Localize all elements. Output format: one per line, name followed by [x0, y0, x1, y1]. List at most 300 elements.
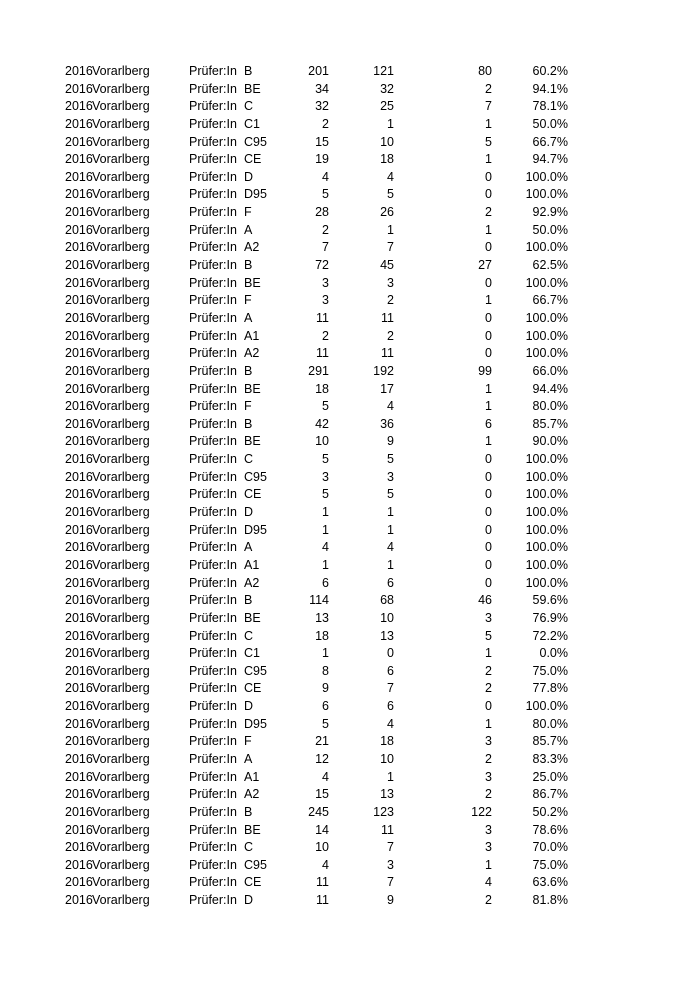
passed-count-cell: 6 [387, 663, 394, 678]
pass-rate-cell: 63.6% [532, 875, 568, 890]
passed-count-cell: 5 [387, 487, 394, 502]
failed-count-cell: 0 [485, 452, 492, 467]
passed-count-cell: 25 [380, 99, 394, 114]
license-class-cell: A [244, 310, 253, 325]
role-cell: Prüfer:In [189, 857, 237, 872]
year-cell: 2016 [65, 452, 93, 467]
region-cell: Vorarlberg [92, 310, 150, 325]
region-cell: Vorarlberg [92, 275, 150, 290]
pass-rate-cell: 72.2% [532, 628, 568, 643]
pass-rate-cell: 80.0% [532, 399, 568, 414]
license-class-cell: C95 [244, 469, 267, 484]
failed-count-cell: 46 [478, 593, 492, 608]
passed-count-cell: 18 [380, 152, 394, 167]
passed-count-cell: 3 [387, 275, 394, 290]
pass-rate-cell: 75.0% [532, 857, 568, 872]
passed-count-cell: 11 [381, 822, 394, 837]
region-cell: Vorarlberg [92, 99, 150, 114]
failed-count-cell: 0 [485, 169, 492, 184]
passed-count-cell: 1 [387, 222, 394, 237]
role-cell: Prüfer:In [189, 487, 237, 502]
passed-count-cell: 1 [387, 505, 394, 520]
pass-rate-cell: 100.0% [525, 469, 568, 484]
license-class-cell: C95 [244, 857, 267, 872]
year-cell: 2016 [65, 540, 93, 555]
year-cell: 2016 [65, 275, 93, 290]
region-cell: Vorarlberg [92, 575, 150, 590]
failed-count-cell: 122 [471, 804, 492, 819]
total-count-cell: 2 [322, 116, 329, 131]
failed-count-cell: 99 [478, 363, 492, 378]
table-row [0, 663, 700, 681]
license-class-cell: A2 [244, 787, 260, 802]
total-count-cell: 7 [322, 240, 329, 255]
pass-rate-cell: 62.5% [532, 258, 568, 273]
role-cell: Prüfer:In [189, 751, 237, 766]
passed-count-cell: 1 [387, 116, 394, 131]
failed-count-cell: 3 [485, 769, 492, 784]
passed-count-cell: 1 [387, 557, 394, 572]
passed-count-cell: 2 [387, 328, 394, 343]
year-cell: 2016 [65, 169, 93, 184]
passed-count-cell: 4 [387, 399, 394, 414]
failed-count-cell: 1 [485, 716, 492, 731]
region-cell: Vorarlberg [92, 222, 150, 237]
role-cell: Prüfer:In [189, 346, 237, 361]
license-class-cell: A2 [244, 346, 260, 361]
total-count-cell: 6 [322, 575, 329, 590]
year-cell: 2016 [65, 64, 93, 78]
license-class-cell: BE [244, 381, 261, 396]
role-cell: Prüfer:In [189, 787, 237, 802]
failed-count-cell: 1 [485, 857, 492, 872]
year-cell: 2016 [65, 822, 93, 837]
role-cell: Prüfer:In [189, 134, 237, 149]
role-cell: Prüfer:In [189, 557, 237, 572]
region-cell: Vorarlberg [92, 522, 150, 537]
total-count-cell: 1 [322, 557, 329, 572]
license-class-cell: C1 [244, 116, 260, 131]
passed-count-cell: 32 [380, 81, 394, 96]
failed-count-cell: 0 [485, 187, 492, 202]
pass-rate-cell: 0.0% [539, 646, 568, 661]
total-count-cell: 291 [308, 363, 329, 378]
passed-count-cell: 13 [380, 787, 394, 802]
role-cell: Prüfer:In [189, 187, 237, 202]
failed-count-cell: 0 [485, 275, 492, 290]
license-class-cell: C [244, 840, 254, 855]
region-cell: Vorarlberg [92, 293, 150, 308]
pass-rate-cell: 78.6% [532, 822, 568, 837]
table-row [0, 575, 700, 593]
year-cell: 2016 [65, 751, 93, 766]
license-class-cell: B [244, 363, 253, 378]
table-row [0, 874, 700, 892]
pass-rate-cell: 70.0% [532, 840, 568, 855]
license-class-cell: D [244, 169, 254, 184]
license-class-cell: D95 [244, 187, 267, 202]
pass-rate-cell: 76.9% [532, 610, 568, 625]
pass-rate-cell: 100.0% [525, 328, 568, 343]
year-cell: 2016 [65, 875, 93, 890]
table-row [0, 204, 700, 222]
passed-count-cell: 17 [380, 381, 394, 396]
year-cell: 2016 [65, 205, 93, 220]
pass-rate-cell: 83.3% [532, 751, 568, 766]
passed-count-cell: 26 [380, 205, 394, 220]
table-row [0, 504, 700, 522]
failed-count-cell: 1 [485, 399, 492, 414]
table-row [0, 769, 700, 787]
year-cell: 2016 [65, 575, 93, 590]
pass-rate-cell: 81.8% [532, 893, 568, 908]
failed-count-cell: 2 [485, 205, 492, 220]
failed-count-cell: 0 [485, 699, 492, 714]
year-cell: 2016 [65, 681, 93, 696]
pass-rate-cell: 100.0% [525, 487, 568, 502]
year-cell: 2016 [65, 346, 93, 361]
total-count-cell: 5 [322, 716, 329, 731]
region-cell: Vorarlberg [92, 64, 150, 78]
failed-count-cell: 0 [485, 469, 492, 484]
passed-count-cell: 4 [387, 540, 394, 555]
table-row [0, 222, 700, 240]
failed-count-cell: 0 [485, 328, 492, 343]
total-count-cell: 5 [322, 187, 329, 202]
region-cell: Vorarlberg [92, 875, 150, 890]
region-cell: Vorarlberg [92, 804, 150, 819]
failed-count-cell: 7 [485, 99, 492, 114]
year-cell: 2016 [65, 522, 93, 537]
passed-count-cell: 121 [373, 64, 394, 78]
total-count-cell: 10 [315, 434, 329, 449]
year-cell: 2016 [65, 116, 93, 131]
region-cell: Vorarlberg [92, 152, 150, 167]
failed-count-cell: 0 [485, 487, 492, 502]
region-cell: Vorarlberg [92, 893, 150, 908]
failed-count-cell: 0 [485, 557, 492, 572]
year-cell: 2016 [65, 187, 93, 202]
license-class-cell: B [244, 593, 253, 608]
failed-count-cell: 1 [485, 222, 492, 237]
passed-count-cell: 192 [373, 363, 394, 378]
total-count-cell: 1 [322, 505, 329, 520]
year-cell: 2016 [65, 857, 93, 872]
region-cell: Vorarlberg [92, 134, 150, 149]
license-class-cell: D95 [244, 716, 267, 731]
license-class-cell: C [244, 452, 254, 467]
license-class-cell: C [244, 628, 254, 643]
region-cell: Vorarlberg [92, 346, 150, 361]
passed-count-cell: 3 [387, 857, 394, 872]
table-row [0, 292, 700, 310]
year-cell: 2016 [65, 81, 93, 96]
region-cell: Vorarlberg [92, 628, 150, 643]
pass-rate-cell: 85.7% [532, 734, 568, 749]
region-cell: Vorarlberg [92, 734, 150, 749]
region-cell: Vorarlberg [92, 663, 150, 678]
table-row [0, 381, 700, 399]
failed-count-cell: 80 [478, 64, 492, 78]
year-cell: 2016 [65, 804, 93, 819]
pass-rate-cell: 100.0% [525, 522, 568, 537]
failed-count-cell: 6 [485, 416, 492, 431]
total-count-cell: 11 [316, 346, 329, 361]
table-row [0, 786, 700, 804]
total-count-cell: 245 [308, 804, 329, 819]
region-cell: Vorarlberg [92, 258, 150, 273]
role-cell: Prüfer:In [189, 205, 237, 220]
table-row [0, 539, 700, 557]
role-cell: Prüfer:In [189, 716, 237, 731]
total-count-cell: 3 [322, 469, 329, 484]
year-cell: 2016 [65, 769, 93, 784]
passed-count-cell: 5 [387, 452, 394, 467]
license-class-cell: C95 [244, 134, 267, 149]
role-cell: Prüfer:In [189, 734, 237, 749]
failed-count-cell: 2 [485, 893, 492, 908]
region-cell: Vorarlberg [92, 187, 150, 202]
region-cell: Vorarlberg [92, 116, 150, 131]
failed-count-cell: 0 [485, 310, 492, 325]
year-cell: 2016 [65, 663, 93, 678]
role-cell: Prüfer:In [189, 169, 237, 184]
license-class-cell: BE [244, 81, 261, 96]
total-count-cell: 42 [315, 416, 329, 431]
license-class-cell: F [244, 293, 252, 308]
table-row [0, 628, 700, 646]
passed-count-cell: 6 [387, 575, 394, 590]
pass-rate-cell: 66.7% [532, 293, 568, 308]
year-cell: 2016 [65, 99, 93, 114]
license-class-cell: A [244, 751, 253, 766]
total-count-cell: 18 [315, 381, 329, 396]
license-class-cell: BE [244, 434, 261, 449]
failed-count-cell: 1 [485, 646, 492, 661]
table-row [0, 486, 700, 504]
year-cell: 2016 [65, 893, 93, 908]
license-class-cell: B [244, 804, 253, 819]
table-row [0, 892, 700, 910]
region-cell: Vorarlberg [92, 399, 150, 414]
passed-count-cell: 7 [387, 875, 394, 890]
failed-count-cell: 0 [485, 240, 492, 255]
license-class-cell: F [244, 205, 252, 220]
license-class-cell: CE [244, 487, 262, 502]
table-row [0, 169, 700, 187]
failed-count-cell: 1 [485, 116, 492, 131]
year-cell: 2016 [65, 363, 93, 378]
license-class-cell: D [244, 893, 254, 908]
pass-rate-cell: 50.2% [532, 804, 568, 819]
failed-count-cell: 1 [485, 434, 492, 449]
total-count-cell: 3 [322, 275, 329, 290]
passed-count-cell: 68 [380, 593, 394, 608]
table-row [0, 275, 700, 293]
license-class-cell: F [244, 399, 252, 414]
role-cell: Prüfer:In [189, 804, 237, 819]
year-cell: 2016 [65, 593, 93, 608]
year-cell: 2016 [65, 610, 93, 625]
table-row [0, 63, 700, 81]
failed-count-cell: 0 [485, 346, 492, 361]
region-cell: Vorarlberg [92, 240, 150, 255]
pass-rate-cell: 100.0% [525, 346, 568, 361]
total-count-cell: 5 [322, 487, 329, 502]
region-cell: Vorarlberg [92, 81, 150, 96]
region-cell: Vorarlberg [92, 716, 150, 731]
license-class-cell: CE [244, 681, 262, 696]
passed-count-cell: 7 [387, 240, 394, 255]
failed-count-cell: 1 [485, 293, 492, 308]
role-cell: Prüfer:In [189, 593, 237, 608]
region-cell: Vorarlberg [92, 469, 150, 484]
role-cell: Prüfer:In [189, 240, 237, 255]
pass-rate-cell: 100.0% [525, 699, 568, 714]
license-class-cell: A2 [244, 240, 260, 255]
passed-count-cell: 11 [381, 346, 394, 361]
region-cell: Vorarlberg [92, 363, 150, 378]
failed-count-cell: 27 [478, 258, 492, 273]
license-class-cell: B [244, 416, 253, 431]
role-cell: Prüfer:In [189, 522, 237, 537]
table-row [0, 557, 700, 575]
table-row [0, 592, 700, 610]
role-cell: Prüfer:In [189, 769, 237, 784]
role-cell: Prüfer:In [189, 646, 237, 661]
passed-count-cell: 1 [387, 522, 394, 537]
total-count-cell: 11 [316, 875, 329, 890]
total-count-cell: 11 [316, 893, 329, 908]
passed-count-cell: 2 [387, 293, 394, 308]
region-cell: Vorarlberg [92, 840, 150, 855]
total-count-cell: 8 [322, 663, 329, 678]
failed-count-cell: 3 [485, 610, 492, 625]
failed-count-cell: 5 [485, 628, 492, 643]
pass-rate-cell: 78.1% [532, 99, 568, 114]
passed-count-cell: 6 [387, 699, 394, 714]
pass-rate-cell: 66.7% [532, 134, 568, 149]
table-row [0, 645, 700, 663]
passed-count-cell: 10 [380, 134, 394, 149]
region-cell: Vorarlberg [92, 557, 150, 572]
total-count-cell: 9 [322, 681, 329, 696]
passed-count-cell: 36 [380, 416, 394, 431]
license-class-cell: BE [244, 610, 261, 625]
passed-count-cell: 7 [387, 681, 394, 696]
total-count-cell: 15 [315, 134, 329, 149]
total-count-cell: 72 [315, 258, 329, 273]
table-row [0, 451, 700, 469]
table-row [0, 698, 700, 716]
pass-rate-cell: 100.0% [525, 169, 568, 184]
total-count-cell: 3 [322, 293, 329, 308]
region-cell: Vorarlberg [92, 434, 150, 449]
role-cell: Prüfer:In [189, 875, 237, 890]
year-cell: 2016 [65, 152, 93, 167]
license-class-cell: BE [244, 822, 261, 837]
year-cell: 2016 [65, 416, 93, 431]
year-cell: 2016 [65, 310, 93, 325]
pass-rate-cell: 100.0% [525, 452, 568, 467]
role-cell: Prüfer:In [189, 99, 237, 114]
table-row [0, 328, 700, 346]
total-count-cell: 2 [322, 222, 329, 237]
year-cell: 2016 [65, 557, 93, 572]
table-row [0, 469, 700, 487]
pass-rate-cell: 90.0% [532, 434, 568, 449]
role-cell: Prüfer:In [189, 452, 237, 467]
pass-rate-cell: 75.0% [532, 663, 568, 678]
pass-rate-cell: 94.7% [532, 152, 568, 167]
pass-rate-cell: 100.0% [525, 240, 568, 255]
year-cell: 2016 [65, 716, 93, 731]
license-class-cell: B [244, 64, 253, 78]
table-row [0, 416, 700, 434]
role-cell: Prüfer:In [189, 699, 237, 714]
passed-count-cell: 1 [387, 769, 394, 784]
pass-rate-cell: 100.0% [525, 275, 568, 290]
year-cell: 2016 [65, 434, 93, 449]
failed-count-cell: 2 [485, 751, 492, 766]
passed-count-cell: 0 [387, 646, 394, 661]
total-count-cell: 21 [315, 734, 329, 749]
role-cell: Prüfer:In [189, 540, 237, 555]
passed-count-cell: 5 [387, 187, 394, 202]
failed-count-cell: 0 [485, 540, 492, 555]
table-row [0, 680, 700, 698]
license-class-cell: D [244, 505, 254, 520]
spreadsheet-table [0, 63, 700, 910]
region-cell: Vorarlberg [92, 769, 150, 784]
total-count-cell: 4 [322, 540, 329, 555]
pass-rate-cell: 85.7% [532, 416, 568, 431]
region-cell: Vorarlberg [92, 452, 150, 467]
license-class-cell: A1 [244, 328, 260, 343]
year-cell: 2016 [65, 293, 93, 308]
role-cell: Prüfer:In [189, 416, 237, 431]
total-count-cell: 2 [322, 328, 329, 343]
passed-count-cell: 10 [380, 751, 394, 766]
table-row [0, 433, 700, 451]
year-cell: 2016 [65, 399, 93, 414]
total-count-cell: 19 [315, 152, 329, 167]
license-class-cell: BE [244, 275, 261, 290]
role-cell: Prüfer:In [189, 152, 237, 167]
role-cell: Prüfer:In [189, 310, 237, 325]
pass-rate-cell: 100.0% [525, 310, 568, 325]
total-count-cell: 32 [315, 99, 329, 114]
region-cell: Vorarlberg [92, 822, 150, 837]
year-cell: 2016 [65, 840, 93, 855]
region-cell: Vorarlberg [92, 505, 150, 520]
license-class-cell: A [244, 222, 253, 237]
failed-count-cell: 1 [485, 381, 492, 396]
pass-rate-cell: 94.4% [532, 381, 568, 396]
table-row [0, 151, 700, 169]
passed-count-cell: 4 [387, 169, 394, 184]
pass-rate-cell: 100.0% [525, 557, 568, 572]
year-cell: 2016 [65, 469, 93, 484]
pass-rate-cell: 77.8% [532, 681, 568, 696]
role-cell: Prüfer:In [189, 610, 237, 625]
region-cell: Vorarlberg [92, 487, 150, 502]
license-class-cell: D95 [244, 522, 267, 537]
total-count-cell: 201 [308, 64, 329, 78]
region-cell: Vorarlberg [92, 857, 150, 872]
year-cell: 2016 [65, 134, 93, 149]
table-row [0, 310, 700, 328]
